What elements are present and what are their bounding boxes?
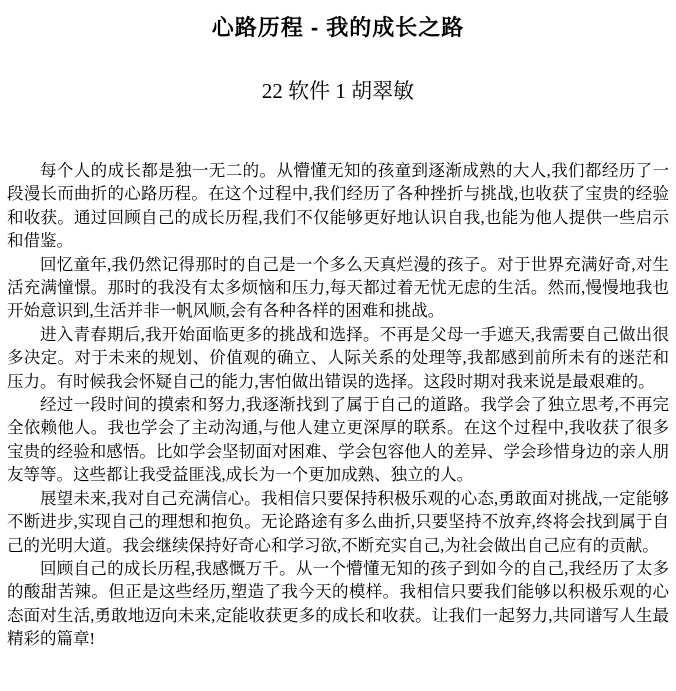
document-title: 心路历程 - 我的成长之路 xyxy=(211,15,465,40)
document-byline: 22 软件 1 胡翠敏 xyxy=(261,79,415,103)
paragraph: 每个人的成长都是独一无二的。从懵懂无知的孩童到逐渐成熟的大人,我们都经历了一段漫长而曲折的心路历程。在这个过程中,我们经历了各种挫折与挑战,也收获了宝贵的经验和收获。通过回顾自己的成长历程,我们不仅能够更好地认识自我,也能为他人提供一些启示和借鉴。 xyxy=(7,161,669,251)
paragraph: 展望未来,我对自己充满信心。我相信只要保持积极乐观的心态,勇敢面对挑战,一定能够不断进步,实现自己的理想和抱负。无论路途有多么曲折,只要坚持不放弃,终将会找到属于自己的光明大道。我会继续保持好奇心和学习欲,不断充实自己,为社会做出自己应有的贡献。 xyxy=(7,488,669,555)
paragraph: 回忆童年,我仍然记得那时的自己是一个多么天真烂漫的孩子。对于世界充满好奇,对生活充满憧憬。那时的我没有太多烦恼和压力,每天都过着无忧无虑的生活。然而,慢慢地我也开始意识到,生活并非一帆风顺,会有各种各样的困难和挑战。 xyxy=(7,254,669,321)
paragraph: 回顾自己的成长历程,我感慨万千。从一个懵懂无知的孩子到如今的自己,我经历了太多的酸甜苦辣。但正是这些经历,塑造了我今天的模样。我相信只要我们能够以积极乐观的心态面对生活,勇敢地迈向未来,定能收获更多的成长和收获。让我们一起努力,共同谱写人生最精彩的篇章! xyxy=(7,558,669,649)
paragraph: 进入青春期后,我开始面临更多的挑战和选择。不再是父母一手遮天,我需要自己做出很多决定。对于未来的规划、价值观的确立、人际关系的处理等,我都感到前所未有的迷茫和压力。有时候我会怀疑自己的能力,害怕做出错误的选择。这段时期对我来说是最艰难的。 xyxy=(7,324,669,391)
document-body xyxy=(0,104,676,651)
paragraph: 经过一段时间的摸索和努力,我逐渐找到了属于自己的道路。我学会了独立思考,不再完全依赖他人。我也学会了主动沟通,与他人建立更深厚的联系。在这个过程中,我收获了很多宝贵的经验和感悟。比如学会坚韧面对困难、学会包容他人的差异、学会珍惜身边的亲人朋友等等。这些都让我受益匪浅,成长为一个更加成熟、独立的人。 xyxy=(7,395,669,485)
